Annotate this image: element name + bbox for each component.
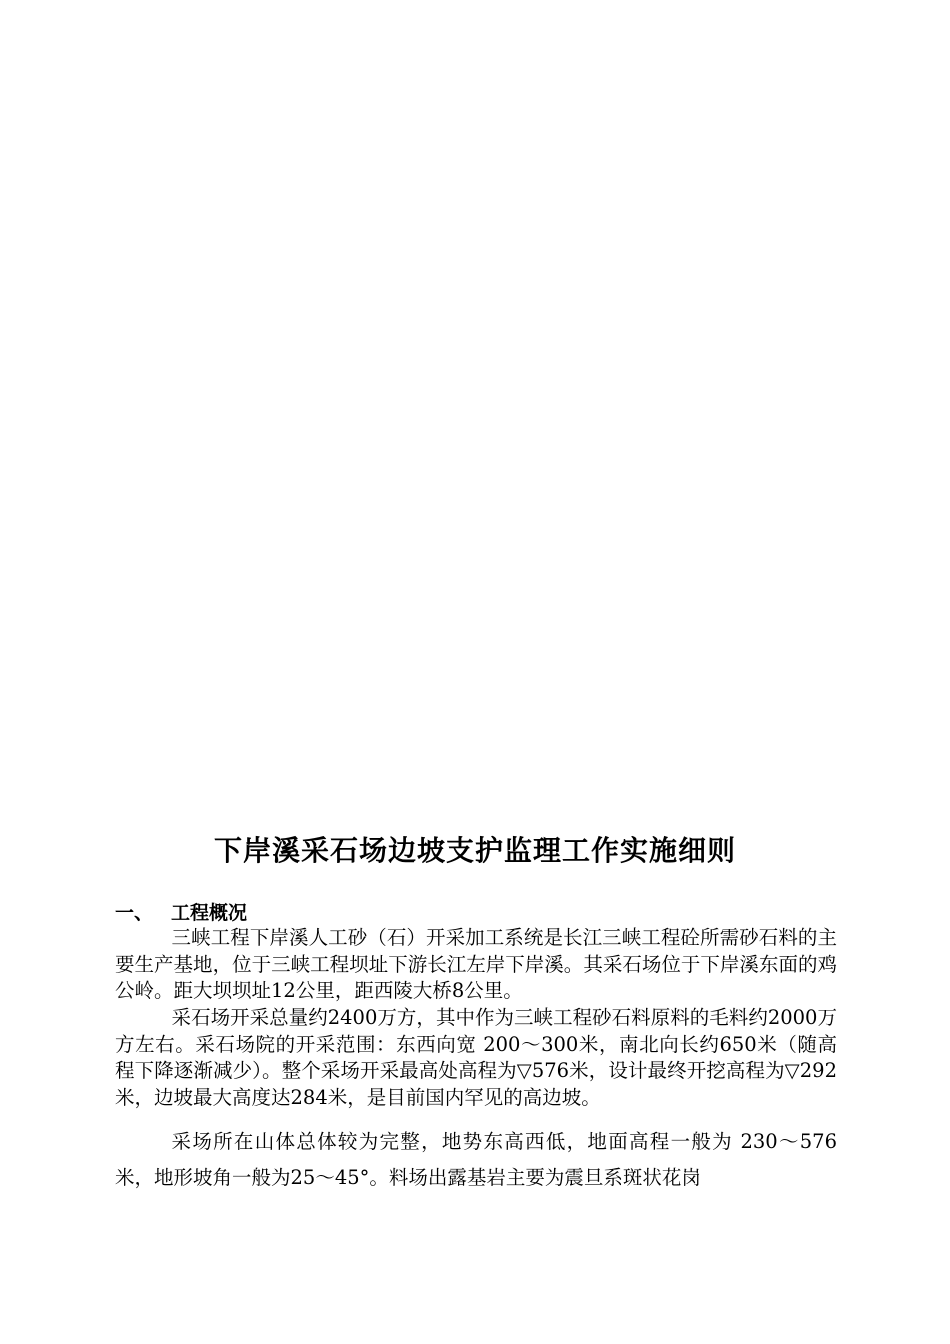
section-title: 工程概况: [171, 902, 248, 924]
paragraph-quarry-volume: 采石场开采总量约2400万方，其中作为三峡工程砂石料原料的毛料约2000万方左右。采石场院的开采范围：东西向宽 200～300米，南北向长约650米（随高程下降逐渐减少）。整个采场开采最高处高程为▽576米，设计最终开挖高程为▽292米，边坡最大高度达284米，是目前国内罕见的高边坡。: [115, 1006, 837, 1110]
document-title: 下岸溪采石场边坡支护监理工作实施细则: [213, 834, 736, 867]
section-number: 一、: [115, 902, 154, 924]
paragraph-terrain: 采场所在山体总体较为完整，地势东高西低，地面高程一般为 230～576米，地形坡角一般为25～45°。料场出露基岩主要为震旦系斑状花岗: [115, 1130, 837, 1189]
paragraph-overview: 三峡工程下岸溪人工砂（石）开采加工系统是长江三峡工程砼所需砂石料的主要生产基地，位于三峡工程坝址下游长江左岸下岸溪。其采石场位于下岸溪东面的鸡公岭。距大坝坝址12公里，距西陵大桥8公里。: [115, 926, 837, 1003]
section-heading: [115, 900, 247, 926]
